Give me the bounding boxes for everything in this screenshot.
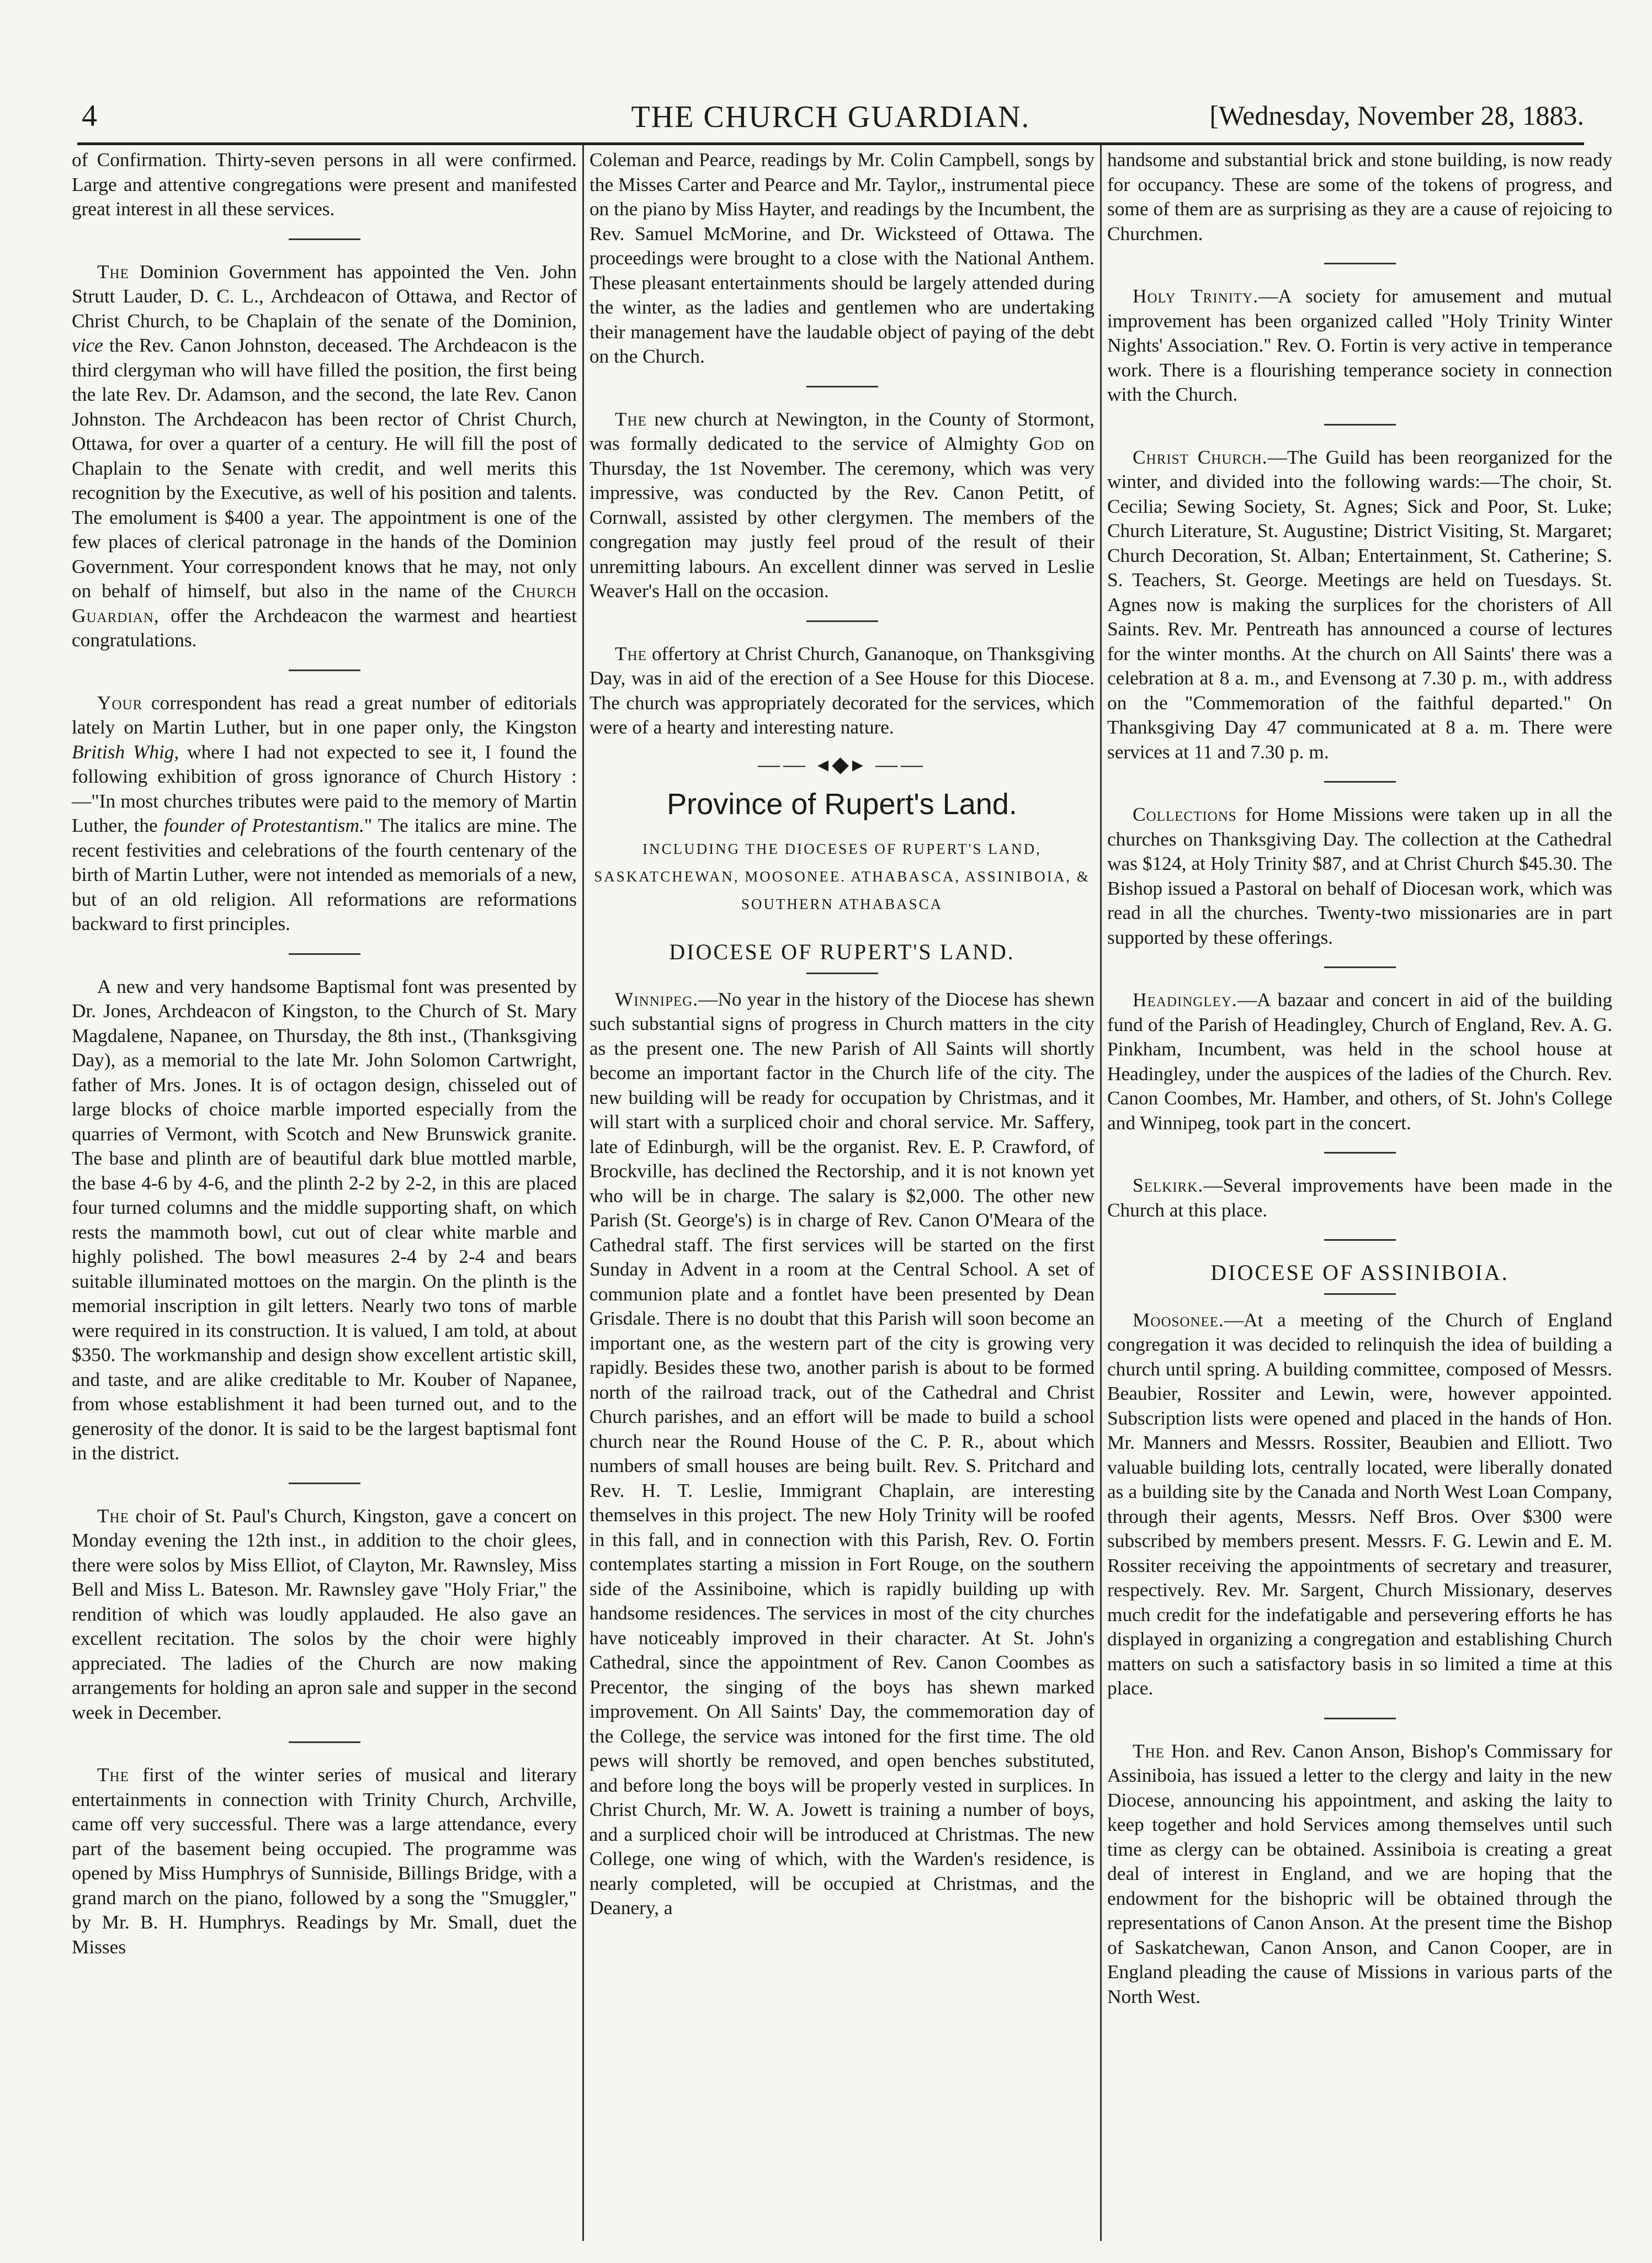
article-separator (806, 620, 878, 622)
column-3 (1107, 148, 1612, 2245)
lead-word: Your (97, 692, 143, 714)
text-run: on Thursday, the 1st November. The ceremony, which was very impressive, was conducted by the Rev. Canon Petitt, of Cornwall, assisted by other clergymen. The members of the congregation may justly feel proud of the result of their unremitting labours. An excellent dinner was served in Leslie Weaver's Hall on the occasion. (589, 433, 1095, 602)
text-run: " The italics are mine. The recent festivities and celebrations of the fourth centenary of the birth of Martin Luther, were not intended as memorials of a new, but of an old religion. All reformations are reformations backward to first principles. (72, 815, 577, 934)
diocese-heading: DIOCESE OF ASSINIBOIA. (1210, 1260, 1509, 1285)
text-run: —A bazaar and concert in aid of the building fund of the Parish of Headingley, Church of England, Rev. A. G. Pinkham, Incumbent, was held in the school house at Headingley, under the auspices of the ladies of the Church. Rev. Canon Coombes, Mr. Hamber, and others, of St. John's College and Winnipeg, took part in the concert. (1107, 989, 1612, 1134)
text-run: new church at Newington, in the County of Stormont, was formally dedicated to the service of Almighty (589, 408, 1095, 454)
italic-text: British Whig, (72, 741, 179, 763)
text-run: the Rev. Canon Johnston, deceased. The Archdeacon is the third clergyman who will have filled the position, the first being the late Rev. Dr. Adamson, and the second, the late Rev. Canon Johnston. The Archdeacon has been rector of Christ Church, Ottawa, for over a quarter of a century. He will fill the post of Chaplain to the Senate with credit, and well merits this recognition by the Executive, as well of his position and talents. The emolument is $400 a year. The appointment is one of the few places of clerical patronage in the hands of the Dominion Government. Your correspondent knows that he may, not only on behalf of himself, but also in the name of the (72, 334, 577, 602)
article-separator (289, 953, 360, 955)
section-subheading: INCLUDING THE DIOCESES OF RUPERT'S LAND, SASKATCHEWAN, MOOSONEE. ATHABASCA, ASSINIBOIA, & SOUTHERN ATHABASCA (594, 841, 1090, 912)
text-run: for Home Missions were taken up in all the churches on Thanksgiving Day. The collection at the Cathedral was $124, at Holy Trinity $87, and at Christ Church $45.30. The Bishop issued a Pastoral on behalf of Diocesan work, which was read in all the churches. Twenty-two missionaries are in part supported by these offerings. (1107, 804, 1612, 948)
issue-date: [Wednesday, November 28, 1883. (1209, 100, 1584, 131)
article-separator (289, 670, 360, 671)
text-run: first of the winter series of musical and literary entertainments in connection with Trinity Church, Archville, came off very successful. There was a large attendance, every part of the basement being occupied. The programme was opened by Miss Humphrys of Sunniside, Billings Bridge, with a grand march on the piano, followed by a song the "Smuggler," by Mr. B. H. Humphrys. Readings by Mr. Small, duet the Misses (72, 1764, 577, 1958)
article-separator (1324, 424, 1396, 426)
column-rule (1100, 145, 1102, 2241)
article-separator (806, 973, 878, 974)
article-text (589, 987, 1095, 1921)
text-run: offer the Archdeacon the warmest and heartiest congratulations. (72, 604, 577, 651)
article-separator (1324, 263, 1396, 264)
article-separator (289, 238, 360, 240)
lead-word: The (615, 408, 647, 430)
text-run: —Several improvements have been made in the Church at this place. (1107, 1175, 1612, 1221)
lead-word: Moosonee. (1133, 1309, 1224, 1331)
italic-text: founder of Protestantism. (163, 815, 364, 836)
article-separator (1324, 966, 1396, 968)
paper-name: Church Guardian, (72, 580, 577, 626)
article-text: A new and very handsome Baptismal font was presented by Dr. Jones, Archdeacon of Kingston, to the Church of St. Mary Magdalene, Napanee, on Thursday, the 8th inst., (Thanksgiving Day), as a memorial to the late Mr. John Solomon Cartwright, father of Mrs. Jones. It is of octagon design, chisseled out of large blocks of choice marble imported especially from the quarries of Vermont, with Scotch and New Brunswick granite. The base and plinth are of beautiful dark blue mottled marble, the base 4-6 by 4-6, and the plinth 2-2 by 2-2, in this are placed four turned columns and the middle supporting shaft, on which rests the mammoth bowl, cut out of clear white marble and highly polished. The bowl measures 2-4 by 2-4 and bears suitable illuminated mottoes on the margin. On the plinth is the memorial inscription in gilt letters. Nearly two tons of marble were required in its construction. It is valued, I am told, at about $350. The workmanship and design show excellent artistic skill, and taste, and are alike creditable to Mr. Kouber of Napanee, from whose establishment it had been turned out, and to the generosity of the donor. It is said to be the largest baptismal font in the district. (72, 975, 577, 1464)
article-text: Coleman and Pearce, readings by Mr. Colin Campbell, songs by the Misses Carter and Pearce and Mr. Taylor,, instrumental piece on the piano by Miss Hayter, and readings by the Incumbent, the Rev. Samuel McMorine, and Dr. Wicksteed of Ottawa. The proceedings were brought to a close with the National Anthem. These pleasant entertainments should be largely attended during the winter, as the ladies and gentlemen who are undertaking their management have the laudable object of paying of the debt on the Church. (589, 149, 1095, 367)
article-text (72, 1504, 577, 1725)
text-run: —At a meeting of the Church of England congregation it was decided to relinquish the idea of building a church until spring. A building committee, composed of Messrs. Beaubier, Rossiter and Lewin, were, however appointed. Subscription lists were opened and placed in the hands of Hon. Mr. Manners and Messrs. Rossiter, Beaubien and Elliott. Two valuable building lots, centrally located, were liberally donated as a building site by the Canada and North West Loan Company, through their agents, Messrs. Neff Bros. Over $300 were subscribed by members present. Messrs. F. G. Lewin and E. M. Rossiter receiving the appointments of secretary and treasurer, respectively. Rev. Mr. Sargent, Church Missionary, deserves much credit for the indefatigable and persevering efforts he has displayed in organizing a congregation and establishing Church matters on such a satisfactory basis in so limited a time at this place. (1107, 1309, 1612, 1699)
article-text (1107, 284, 1612, 407)
column-rule (582, 145, 584, 2241)
article-separator (1324, 1718, 1396, 1719)
diocese-heading: DIOCESE OF RUPERT'S LAND. (669, 939, 1015, 964)
article-separator (1324, 1293, 1396, 1295)
lead-word: Selkirk. (1133, 1175, 1204, 1196)
lead-word: The (615, 642, 647, 665)
article-separator (1324, 781, 1396, 783)
article-separator (289, 1741, 360, 1743)
article-text (1107, 1739, 1612, 2010)
article-text (72, 691, 577, 937)
text-run: —The Guild has been reorganized for the winter, and divided into the following wards:—The choir, St. Cecilia; Sewing Society, St. Agnes; Sick and Poor, St. Luke; Church Literature, St. Augustine; District Visiting, St. Margaret; Church Decoration, St. Alban; Entertainment, St. Catherine; S. S. Teachers, St. George. Meetings are held on Tuesdays. St. Agnes now is making the surplices for the choristers of All Saints. Rev. Mr. Pentreath has announced a course of lectures for the winter months. At the church on All Saints' there was a celebration at 8 a. m., and Evensong at 7.30 p. m., with address on the "Commemoration of the faithful departed." On Thanksgiving Day 47 communicated at 8 a. m. There were services at 11 and 7.30 p. m. (1107, 446, 1612, 763)
text-run: offertory at Christ Church, Gananoque, on Thanksgiving Day, was in aid of the erection of a See House for this Diocese. The church was appropriately decorated for the services, which were of a hearty and interesting nature. (589, 642, 1095, 738)
lead-word: The (97, 261, 129, 283)
masthead-title: THE CHURCH GUARDIAN. (631, 100, 1030, 134)
page-number: 4 (82, 99, 97, 133)
lead-word: Collections (1133, 804, 1237, 825)
lead-word: Headingley. (1133, 989, 1237, 1011)
lead-word: Winnipeg. (615, 988, 699, 1010)
article-separator (1324, 1152, 1396, 1154)
lead-word: The (97, 1764, 129, 1786)
text-run: where I had not expected to see it, I found the following exhibition of gross ignorance of Church History :—"In most churches tributes were paid to the memory of Martin Luther, the (72, 741, 577, 836)
god-word: God (1029, 433, 1065, 454)
article-separator (1324, 1239, 1396, 1241)
article-text (589, 642, 1095, 740)
lead-word: The (1133, 1740, 1165, 1762)
text-run: Dominion Government has appointed the Ven. John Strutt Lauder, D. C. L., Archdeacon of Ottawa, and Rector of Christ Church, to be Chaplain of the senate of the Dominion, (72, 261, 577, 332)
text-run: Hon. and Rev. Canon Anson, Bishop's Commissary for Assiniboia, has issued a letter to the clergy and laity in the new Diocese, announcing his appointment, and asking the laity to keep together and hold Services among themselves until such time as clergy can be obtained. Assiniboia is creating a great deal of interest in England, and we are hoping that the endowment for the bishopric will be obtained through the representations of Canon Anson. At the present time the Bishop of Saskatchewan, Canon Anson, and Canon Cooper, are in England pleading the cause of Missions in various parts of the North West. (1107, 1740, 1612, 2007)
article-separator (289, 1483, 360, 1484)
text-run: correspondent has read a great number of editorials lately on Martin Luther, but in one paper only, the Kingston (72, 692, 577, 738)
section-heading: Province of Rupert's Land. (667, 788, 1017, 821)
article-text (589, 407, 1095, 604)
article-text (72, 1763, 577, 1959)
lead-word: The (97, 1505, 129, 1527)
lead-word: Holy Trinity. (1133, 285, 1259, 307)
text-run: —A society for amusement and mutual improvement has been organized called "Holy Trinity Winter Nights' Association." Rev. O. Fortin is very active in temperance work. There is a flourishing temperance society in connection with the Church. (1107, 285, 1612, 405)
text-run: choir of St. Paul's Church, Kingston, gave a concert on Monday evening the 12th inst., in addition to the choir glees, there were solos by Miss Elliot, of Clayton, Mr. Rawnsley, Miss Bell and Miss L. Bateson. Mr. Rawnsley gave "Holy Friar," the rendition of which was loudly applauded. He also gave an excellent recitation. The solos by the choir were highly appreciated. The ladies of the Church are now making arrangements for holding an apron sale and supper in the second week in December. (72, 1505, 577, 1723)
article-separator (806, 386, 878, 387)
article-text (72, 260, 577, 653)
article-text: of Confirmation. Thirty-seven persons in all were confirmed. Large and attentive congregations were present and manifested great interest in all these services. (72, 149, 577, 220)
article-text: handsome and substantial brick and stone building, is now ready for occupancy. These are some of the tokens of progress, and some of them are as surprising as they are a cause of rejoicing to Churchmen. (1107, 149, 1612, 245)
text-run: —No year in the history of the Diocese has shewn such substantial signs of progress in Church matters in the city as the present one. The new Parish of All Saints will shortly become an important factor in the Church life of the city. The new building will be ready for occupation by Christmas, and it will start with a surpliced choir and choral service. Mr. Saffery, late of Edinburgh, will be the organist. Rev. E. P. Crawford, of Brockville, has declined the Rectorship, and it is not known yet who will be in charge. The salary is $2,000. The other new Parish (St. George's) is in charge of Rev. Canon O'Meara of the Cathedral staff. The first services will be started on the first Sunday in Advent in a room at the Central School. A set of communion plate and a fontlet have been presented by Dean Grisdale. There is no doubt that this Parish will soon become an important one, as the western part of the city is growing very rapidly. Besides these two, another parish is about to be formed north of the railroad track, out of the Cathedral and Christ Church parishes, and an effort will be made to build a school church near the Round House of the C. P. R., about which numbers of small houses are being built. Rev. S. Pritchard and Rev. H. T. Leslie, Immigrant Chaplain, are interesting themselves in this project. The new Holy Trinity will be roofed in this fall, and in connection with this Parish, Rev. O. Fortin contemplates starting a mission in Fort Rouge, on the southern side of the Assiniboine, which is rapidly building up with handsome residences. The services in most of the city churches have noticeably improved in their character. At St. John's Cathedral, since the appointment of Rev. Canon Coombes as Precentor, the singing of the boys has shewn marked improvement. On All Saints' Day, the commemoration day of the College, the service was intoned for the first time. The old pews will shortly be removed, and open benches substituted, and before long the boys will be properly vested in surplices. In Christ Church, Mr. W. A. Jowett is training a number of boys, and a surpliced choir will be introduced at Christmas. The new College, one wing of which, with the Warden's residence, is nearly completed, will be occupied at Christmas, and the Deanery, a (589, 988, 1095, 1919)
column-2 (589, 148, 1095, 2245)
column-1 (72, 148, 577, 2245)
article-text (1107, 1173, 1612, 1223)
section-ornament: —— ◂◆▸ —— (758, 751, 926, 777)
article-text (1107, 803, 1612, 950)
page-header (77, 93, 1584, 145)
italic-text: vice (72, 334, 103, 356)
lead-word: Christ Church. (1133, 446, 1268, 468)
article-text (1107, 445, 1612, 765)
article-text (1107, 1308, 1612, 1701)
article-text (1107, 988, 1612, 1135)
